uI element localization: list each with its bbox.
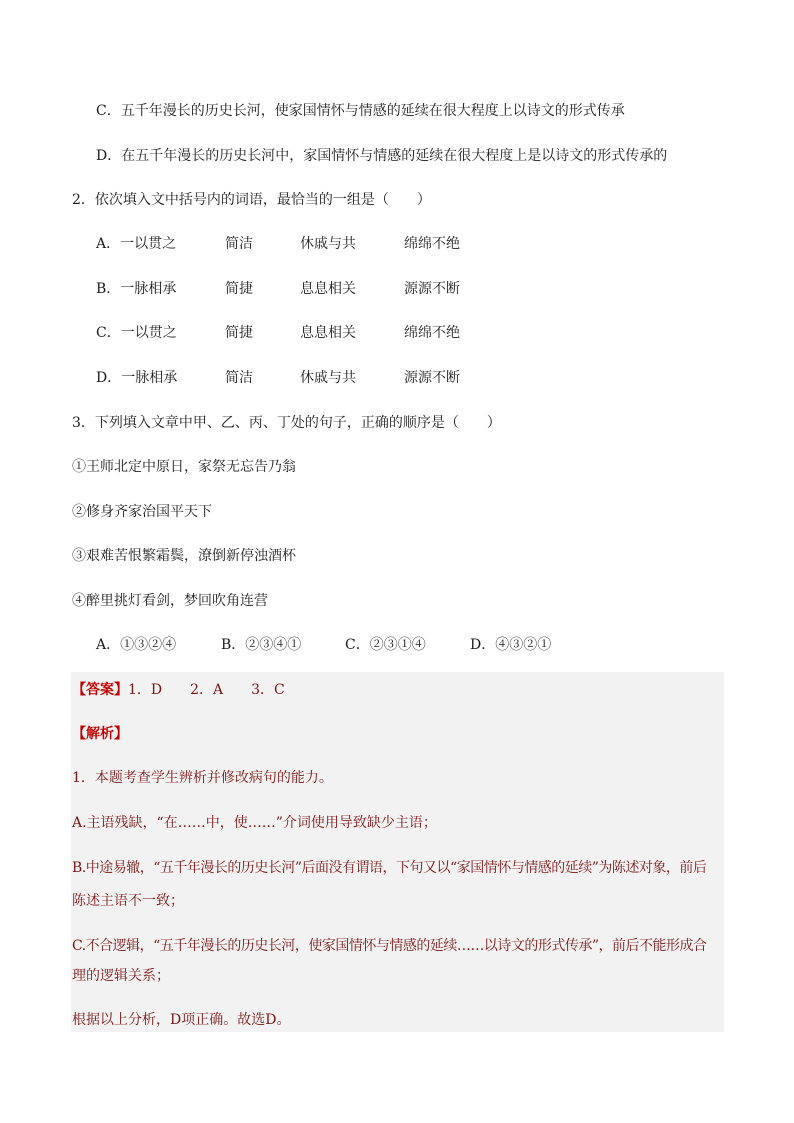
q3-option-d: D．④③②① <box>470 637 552 653</box>
q2-option-word: 绵绵不绝 <box>404 236 460 252</box>
q1-option-d: D．在五千年漫长的历史长河中，家国情怀与情感的延续在很大程度上是以诗文的形式传承的 <box>96 148 668 164</box>
q2-option-word: 简洁 <box>225 236 253 252</box>
analysis-bracket-open: 【 <box>72 726 86 742</box>
q3-item: ①王师北定中原日，家祭无忘告乃翁 <box>72 459 296 475</box>
q2-option-label: B．一脉相承 <box>96 281 177 297</box>
analysis-line: 陈述主语不一致； <box>72 893 184 909</box>
answer-bracket-close: 】 <box>114 682 128 698</box>
answer-bracket-open: 【 <box>72 682 86 698</box>
q2-option-label: C．一以贯之 <box>96 325 177 341</box>
answer-text: 1．D 2．A 3．C <box>128 682 285 698</box>
analysis-line: A.主语残缺，“在……中，使……”介词使用导致缺少主语； <box>72 815 437 831</box>
analysis-line: 根据以上分析，D项正确。故选D。 <box>72 1012 291 1028</box>
q2-option-word: 息息相关 <box>300 325 356 341</box>
q3-item: ③艰难苦恨繁霜鬓，潦倒新停浊酒杯 <box>72 548 296 564</box>
q1-option-c: C．五千年漫长的历史长河，使家国情怀与情感的延续在很大程度上以诗文的形式传承 <box>96 103 625 119</box>
q2-stem: 2．依次填入文中括号内的词语，最恰当的一组是（ ） <box>72 192 431 208</box>
analysis-heading <box>72 724 128 744</box>
q3-stem: 3．下列填入文章中甲、乙、丙、丁处的句子，正确的顺序是（ ） <box>72 415 501 431</box>
q2-option-word: 简洁 <box>225 370 253 386</box>
analysis-line: B.中途易辙，“五千年漫长的历史长河”后面没有谓语，下句又以“家国情怀与情感的延续”为陈述对象，前后 <box>72 860 707 876</box>
q2-option-word: 简捷 <box>225 325 253 341</box>
q2-option-word: 源源不断 <box>404 370 460 386</box>
q2-option-word: 绵绵不绝 <box>404 325 460 341</box>
q3-item: ④醉里挑灯看剑，梦回吹角连营 <box>72 593 268 609</box>
q3-item: ②修身齐家治国平天下 <box>72 504 212 520</box>
analysis-line: 1．本题考查学生辨析并修改病句的能力。 <box>72 770 333 786</box>
q2-option-word: 源源不断 <box>404 281 460 297</box>
analysis-line: 理的逻辑关系； <box>72 968 170 984</box>
q2-option-word: 休戚与共 <box>300 370 356 386</box>
q3-option-c: C．②③①④ <box>345 637 426 653</box>
q3-option-b: B．②③④① <box>221 637 302 653</box>
q2-option-label: A．一以贯之 <box>96 236 177 252</box>
answer-label: 答案 <box>86 682 114 698</box>
q3-option-a: A．①③②④ <box>96 637 177 653</box>
q2-option-label: D．一脉相承 <box>96 370 178 386</box>
analysis-bracket-close: 】 <box>114 726 128 742</box>
q2-option-word: 休戚与共 <box>300 236 356 252</box>
answer-line <box>72 680 285 700</box>
analysis-line: C.不合逻辑，“五千年漫长的历史长河，使家国情怀与情感的延续……以诗文的形式传承”，前后不能形成合 <box>72 938 707 954</box>
analysis-label: 解析 <box>86 726 114 742</box>
q2-option-word: 简捷 <box>225 281 253 297</box>
q2-option-word: 息息相关 <box>300 281 356 297</box>
